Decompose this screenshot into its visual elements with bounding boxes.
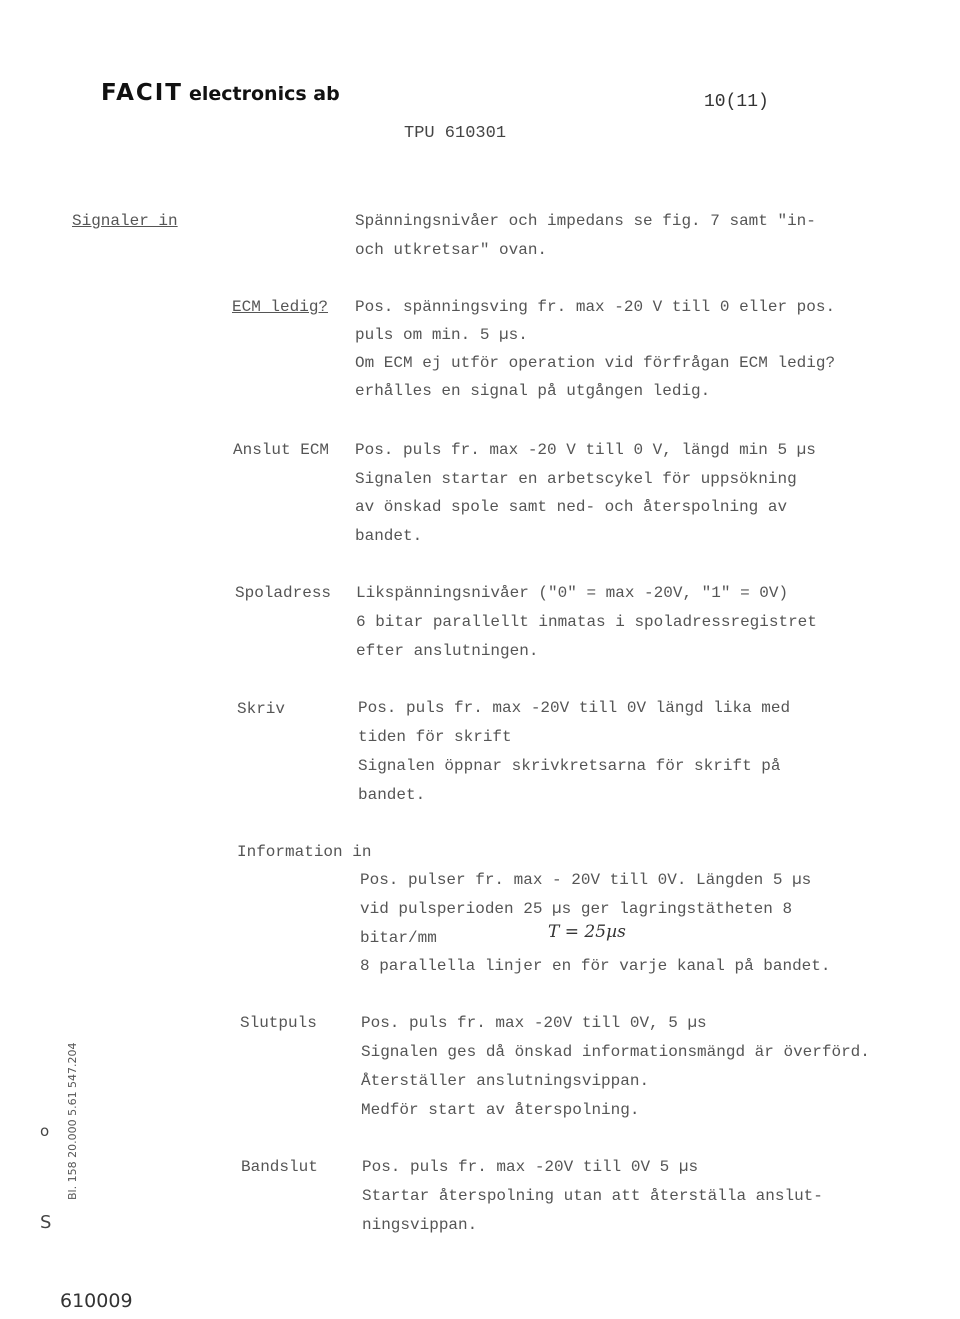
section-line: Likspänningsnivåer ("0" = max -20V, "1" = 0V) [356, 584, 789, 602]
section-line: bandet. [358, 786, 426, 804]
section-line: ningsvippan. [362, 1216, 478, 1234]
section-line: vid pulsperioden 25 µs ger lagringstätheten 8 [360, 900, 793, 918]
section-line: Om ECM ej utför operation vid förfrågan ECM ledig? [355, 354, 836, 372]
archive-stamp: 610009 [60, 1290, 133, 1312]
handwritten-note: T = 25µs [548, 922, 626, 942]
logo-brand: FACIT [101, 80, 183, 106]
section-line: 6 bitar parallellt inmatas i spoladressregistret [356, 613, 817, 631]
document-id: TPU 610301 [404, 124, 507, 143]
section-line: Medför start av återspolning. [361, 1101, 640, 1119]
section-line: av önskad spole samt ned- och återspolning av [355, 498, 788, 516]
section-line: och utkretsar" ovan. [355, 241, 548, 259]
section-label-anslut-ecm: Anslut ECM [233, 441, 330, 459]
section-line: Pos. pulser fr. max - 20V till 0V. Längden 5 µs [360, 871, 812, 889]
section-line: puls om min. 5 µs. [355, 326, 528, 344]
section-line: bandet. [355, 527, 423, 545]
section-line: Signalen ges då önskad informationsmängd är överförd. [361, 1043, 870, 1061]
section-line: Signalen öppnar skrivkretsarna för skrift på [358, 757, 781, 775]
section-line: Återställer anslutningsvippan. [361, 1072, 650, 1090]
section-line: Pos. spänningsving fr. max -20 V till 0 eller pos. [355, 298, 836, 316]
section-line: Pos. puls fr. max -20V till 0V längd lika med [358, 699, 791, 717]
margin-mark-s: S [40, 1212, 52, 1233]
section-line: 8 parallella linjer en för varje kanal på bandet. [360, 957, 831, 975]
company-logo [101, 80, 340, 106]
margin-mark-o: o [40, 1122, 50, 1140]
section-line: bitar/mm [360, 929, 437, 947]
form-number: Bl. 158 20.000 5.61 547.204 [66, 1042, 79, 1200]
section-label-signaler-in: Signaler in [72, 212, 178, 230]
page-number: 10(11) [704, 92, 769, 112]
section-label-ecm-ledig: ECM ledig? [232, 298, 329, 316]
section-line: Signalen startar en arbetscykel för uppsökning [355, 470, 797, 488]
section-label-bandslut: Bandslut [241, 1158, 318, 1176]
section-line: Startar återspolning utan att återställa anslut- [362, 1187, 823, 1205]
section-line: tiden för skrift [358, 728, 512, 746]
section-label-information-in: Information in [237, 843, 372, 861]
section-line: Pos. puls fr. max -20 V till 0 V, längd min 5 µs [355, 441, 816, 459]
section-label-skriv: Skriv [237, 700, 286, 718]
section-line: Pos. puls fr. max -20V till 0V 5 µs [362, 1158, 699, 1176]
section-line: erhålles en signal på utgången ledig. [355, 382, 711, 400]
section-line: Pos. puls fr. max -20V till 0V, 5 µs [361, 1014, 707, 1032]
logo-subtitle: electronics ab [189, 83, 340, 105]
section-line: Spänningsnivåer och impedans se fig. 7 samt "in- [355, 212, 816, 230]
section-line: efter anslutningen. [356, 642, 539, 660]
section-label-slutpuls: Slutpuls [240, 1014, 317, 1032]
section-label-spoladress: Spoladress [235, 584, 332, 602]
